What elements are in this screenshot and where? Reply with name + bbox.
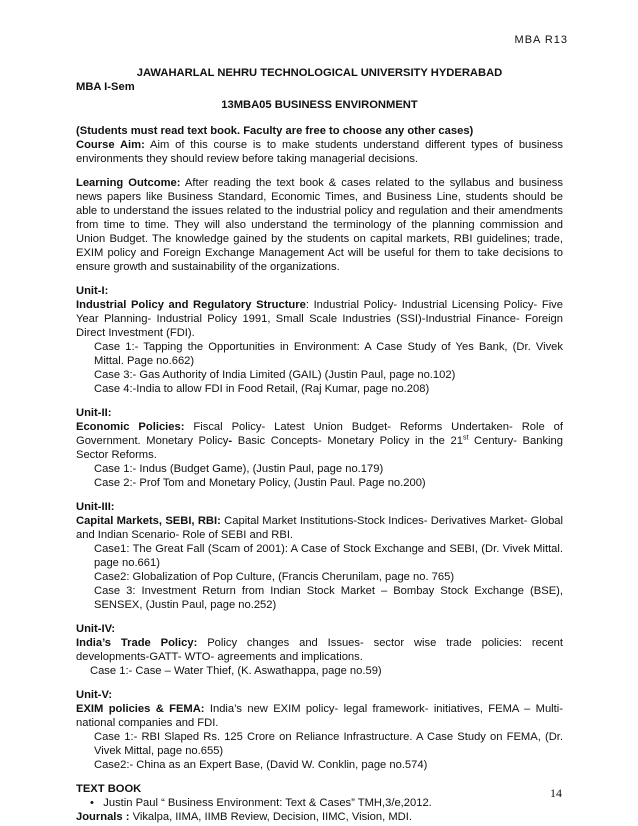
unit-4-topic-label: India’s Trade Policy:	[76, 637, 198, 649]
unit-2-topic-text: Basic Concepts- Monetary Policy in the 21	[232, 435, 463, 447]
unit-2-heading: Unit-II:	[76, 407, 112, 419]
unit-4-case: Case 1:- Case – Water Thief, (K. Aswathappa, page no.59)	[90, 665, 382, 677]
textbook-item	[90, 796, 563, 810]
unit-5-case: Case 1:- RBI Slaped Rs. 125 Crore on Reliance Infrastructure. A Case Study on FEMA, (Dr. Vivek Mittal, page no.655)	[94, 731, 563, 757]
unit-4-topics	[76, 636, 563, 664]
course-aim-label: Course Aim:	[76, 139, 145, 151]
textbook-heading: TEXT BOOK	[76, 783, 142, 795]
unit-5-topic-label: EXIM policies & FEMA:	[76, 703, 205, 715]
unit-5-topics	[76, 702, 563, 730]
learning-outcome	[76, 176, 563, 274]
unit-1-topic-text: : Industrial Policy- Industrial Licensing Policy- Five Year Planning- Industrial Policy 1991, Small Scale Industries (SSI)-Industrial Finance- Foreign Direct Investment (FDI).	[76, 299, 563, 339]
unit-1-topic-label: Industrial Policy and Regulatory Structure	[76, 299, 306, 311]
unit-1-case: Case 1:- Tapping the Opportunities in Environment: A Case Study of Yes Bank, (Dr. Vivek Mittal. Page no.662)	[94, 341, 563, 367]
unit-5-heading: Unit-V:	[76, 689, 113, 701]
course-aim	[76, 138, 563, 166]
unit-3-case: Case1: The Great Fall (Scam of 2001): A Case of Stock Exchange and SEBI, (Dr. Vivek Mittal. page no.661)	[94, 543, 563, 569]
notice: (Students must read text book. Faculty are free to choose any other cases)	[76, 125, 474, 137]
unit-2-topic-sup: st	[462, 434, 469, 442]
unit-3-topic-text: Capital Market Institutions-Stock Indices- Derivatives Market- Global and Indian Scenario- Role of SEBI and RBI.	[76, 515, 564, 541]
unit-2-topic-dash: -	[228, 435, 233, 447]
page-number: 14	[550, 786, 562, 800]
unit-2-case: Case 2:- Prof Tom and Monetary Policy, (Justin Paul. Page no.200)	[94, 477, 426, 489]
unit-2-topic-text: Century- Banking Sector Reforms.	[76, 435, 563, 461]
textbook-item-text: Justin Paul “ Business Environment: Text & Cases” TMH,3/e,2012.	[103, 797, 432, 809]
unit-3-case: Case 3: Investment Return from Indian Stock Market – Bombay Stock Exchange (BSE), SENSEX, (Justin Paul, page no.252)	[94, 585, 563, 611]
course-title: 13MBA05 BUSINESS ENVIRONMENT	[221, 99, 418, 111]
journals-text: Vikalpa, IIMA, IIMB Review, Decision, IIMC, Vision, MDI.	[129, 811, 412, 823]
unit-2-topic-text: Fiscal Policy- Latest Union Budget- Reforms Undertaken- Role of Government. Monetary Policy	[76, 421, 563, 447]
unit-4-heading: Unit-IV:	[76, 623, 116, 635]
learning-outcome-text: After reading the text book & cases related to the syllabus and business news papers like Business Standard, Economic Times, and Business Line, students should be able to understand the issues related to the industrial policy and regulation and their amendments from time to time. They will also understand the terminology of the planning commission and Union Budget. The knowledge gained by the students on capital markets, RBI guidelines; trade, EXIM policy and Foreign Exchange Management Act will be useful for them to take decisions to ensure growth and sustainability of the organizations.	[76, 177, 563, 273]
unit-3-heading: Unit-III:	[76, 501, 115, 513]
unit-2-topics	[76, 420, 563, 462]
unit-5-topic-text: India’s new EXIM policy- legal framework- initiatives, FEMA – Multi-national companies and FDI.	[76, 703, 563, 729]
unit-3-case: Case2: Globalization of Pop Culture, (Francis Cherunilam, page no. 765)	[94, 571, 455, 583]
unit-1-topics	[76, 298, 563, 340]
unit-3-topics	[76, 514, 563, 542]
journals	[76, 810, 563, 824]
unit-1-case: Case 3:- Gas Authority of India Limited (GAIL) (Justin Paul, page no.102)	[94, 369, 456, 381]
unit-2-case: Case 1:- Indus (Budget Game), (Justin Paul, page no.179)	[94, 463, 384, 475]
learning-outcome-label: Learning Outcome:	[76, 177, 181, 189]
course-aim-text: Aim of this course is to make students understand different types of business environments they should review before taking managerial decisions.	[76, 139, 563, 165]
header-code: MBA R13	[514, 34, 568, 46]
university-name: JAWAHARLAL NEHRU TECHNOLOGICAL UNIVERSITY HYDERABAD	[136, 67, 503, 79]
unit-5-case: Case2:- China as an Expert Base, (David W. Conklin, page no.574)	[94, 759, 428, 771]
unit-2-topic-label: Economic Policies:	[76, 421, 185, 433]
unit-1-heading: Unit-I:	[76, 285, 109, 297]
unit-4-topic-text: Policy changes and Issues- sector wise trade policies: recent developments-GATT- WTO- agreements and implications.	[76, 637, 563, 663]
syllabus-content	[76, 66, 563, 824]
bullet-icon: •	[90, 797, 104, 809]
journals-label: Journals :	[76, 811, 130, 823]
semester-label: MBA I-Sem	[76, 81, 135, 93]
unit-1-case: Case 4:-India to allow FDI in Food Retail, (Raj Kumar, page no.208)	[94, 383, 430, 395]
unit-3-topic-label: Capital Markets, SEBI, RBI:	[76, 515, 221, 527]
